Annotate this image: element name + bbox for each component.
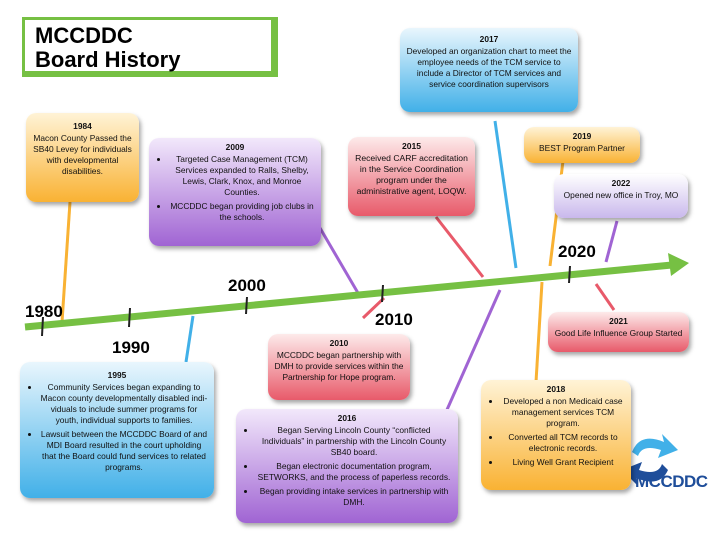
event-text: Developed an organization chart to meet the employee needs of the TCM service to include a Director of TCM services and service coordination supervisors [406,46,572,89]
event-item: • Community Services began expanding to Macon county developmentally disabled indi-viduals to include summer programs for youth, individual supports to families. [40,382,208,426]
event-year: 2021 [609,316,628,326]
event-card-1984 [26,113,139,202]
event-list [242,425,452,508]
logo-text: MCCDDC [635,472,708,491]
title-line-2: Board History [35,47,181,72]
event-year: 2022 [611,178,631,188]
event-card-2019 [524,127,640,163]
event-card-1995 [20,362,214,498]
connector-2021 [596,284,614,310]
connector-2022 [606,221,617,262]
decade-label-2000: 2000 [228,276,266,295]
tick-2020 [569,266,570,283]
event-text: BEST Program Partner [539,143,625,153]
title-box [22,17,278,77]
event-item: • Developed a non Medicaid case management services TCM program. [501,396,625,429]
decade-label-2010: 2010 [375,310,413,329]
event-text: Macon County Passed the SB40 Levey for individuals with developmental disabilities. [33,133,132,176]
event-text: Received CARF accreditation in the Service Coordination program under the administrative agent, LOQW. [355,153,468,196]
event-card-2010 [268,334,410,400]
event-item: • Began Serving Lincoln County “conflicted Individuals” in partnership with the Lincoln County SB40 board. [256,425,452,458]
event-text: Good Life Influence Group Started [554,328,683,338]
decade-label-1990: 1990 [112,338,150,357]
event-year: 2016 [337,413,357,423]
event-card-2017 [400,28,578,112]
event-card-2009 [149,138,321,246]
event-card-2021 [548,312,689,352]
event-item: • Lawsuit between the MCCDDC Board of and MDI Board resulted in the court upholding that the Board could fund services to related programs. [40,429,208,473]
event-year: 1995 [107,370,127,380]
event-card-2015 [348,137,475,216]
connector-1995 [186,316,193,362]
event-card-2016 [236,409,458,523]
logo-arrow-icon [632,434,678,458]
event-year: 2019 [572,131,592,141]
event-item: • Began providing intake services in partnership with DMH. [256,486,452,508]
decade-label-1980: 1980 [25,302,63,321]
connector-2018 [536,282,542,382]
title-line-1: MCCDDC [35,23,133,48]
event-year: 2009 [225,142,245,152]
tick-2000 [246,297,247,314]
event-item: • Targeted Case Management (TCM) Services expanded to Ralls, Shelby, Lewis, Clark, Knox, and Monroe Counties. [169,154,315,198]
event-card-2018 [481,380,631,490]
event-text: Opened new office in Troy, MO [563,190,679,200]
event-item: • Began electronic documentation program, SETWORKS, and the process of paperless records. [256,461,452,483]
event-year: 2018 [546,384,566,394]
event-list [155,154,315,223]
event-card-2022 [554,174,688,218]
event-year: 1984 [73,121,92,131]
event-year: 2010 [329,338,349,348]
tick-1990 [129,308,130,327]
timeline-arrow-head [668,253,689,276]
event-item: • MCCDDC began providing job clubs in the schools. [169,201,315,223]
connector-2009 [320,228,358,293]
event-item: • Converted all TCM records to electronic records. [501,432,625,454]
event-list [26,382,208,473]
event-year: 2017 [479,34,499,44]
event-list [487,396,625,468]
connector-1984 [62,202,70,322]
event-text: MCCDDC began partnership with DMH to provide services within the Partnership for Hope program. [274,350,404,382]
connector-2017 [495,121,516,268]
event-year: 2015 [401,141,422,151]
tick-2010 [382,285,383,302]
connector-2015 [436,217,483,277]
decade-label-2020: 2020 [558,242,596,261]
event-item: • Living Well Grant Recipient [501,457,625,468]
